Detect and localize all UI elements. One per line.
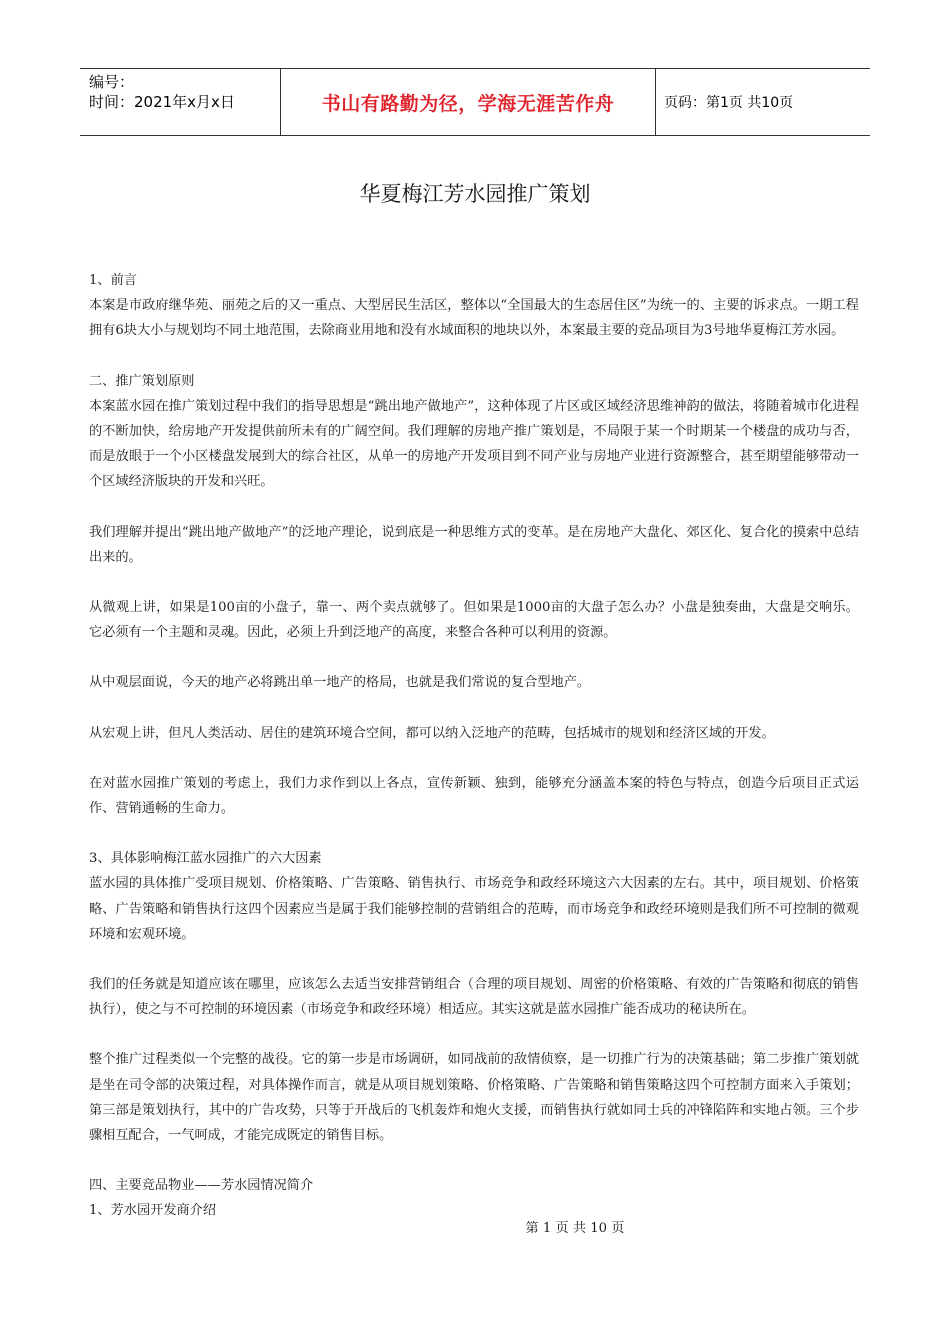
section-heading: 二、推广策划原则: [89, 373, 195, 389]
document-date: 时间：2021年x月x日: [89, 93, 235, 111]
section-heading: 四、主要竞品物业——芳水园情况简介: [89, 1178, 314, 1194]
page-footer: 第 1 页 共 10 页: [525, 1221, 625, 1236]
page-header: [80, 68, 870, 136]
subsection-heading: 1、芳水园开发商介绍: [89, 1203, 217, 1219]
paragraph: 我们理解并提出“跳出地产做地产”的泛地产理论，说到底是一种思维方式的变革。是在房地产大盘化、郊区化、复合化的摸索中总结出来的。: [89, 524, 859, 565]
section-heading: 1、前言: [89, 273, 137, 288]
header-meta: [80, 69, 281, 135]
header-page-info: 页码：第1页 共10页: [664, 95, 794, 111]
section-heading: 3、具体影响梅江蓝水园推广的六大因素: [89, 851, 322, 867]
paragraph: 从中观层面说，今天的地产必将跳出单一地产的格局，也就是我们常说的复合型地产。: [89, 675, 591, 691]
paragraph: 在对蓝水园推广策划的考虑上，我们力求作到以上各点，宣传新颖、独到，能够充分涵盖本案的特色与特点，创造今后项目正式运作、营销通畅的生命力。: [89, 775, 859, 817]
paragraph: 蓝水园的具体推广受项目规划、价格策略、广告策略、销售执行、市场竞争和政经环境这六大因素的左右。其中，项目规划、价格策略、广告策略和销售执行这四个因素应当是属于我们能够控制的营销组合的范畴，而市场竞争和政经环境则是我们所不可控制的微观环境和宏观环境。: [89, 876, 859, 942]
paragraph: 本案是市政府继华苑、丽苑之后的又一重点、大型居民生活区，整体以“全国最大的生态居住区”为统一的、主要的诉求点。一期工程拥有6块大小与规划均不同土地范围，去除商业用地和没有水域面积的地块以外，本案最主要的竞品项目为3号地华夏梅江芳水园。: [89, 298, 859, 339]
paragraph: 从微观上讲，如果是100亩的小盘子，靠一、两个卖点就够了。但如果是1000亩的大盘子怎么办？小盘是独奏曲，大盘是交响乐。它必须有一个主题和灵魂。因此，必须上升到泛地产的高度，来整合各种可以利用的资源。: [89, 600, 859, 641]
paragraph: 整个推广过程类似一个完整的战役。它的第一步是市场调研，如同战前的敌情侦察，是一切推广行为的决策基础；第二步推广策划就是坐在司令部的决策过程，对具体操作而言，就是从项目规划策略、价格策略、广告策略和销售策略这四个可控制方面来入手策划；第三部是策划执行，其中的广告攻势，只等于开战后的飞机轰炸和炮火支援，而销售执行就如同士兵的冲锋陷阵和实地占领。三个步骤相互配合，一气呵成，才能完成既定的销售目标。: [89, 1052, 859, 1144]
document-title: 华夏梅江芳水园推广策划: [359, 182, 591, 206]
paragraph: 我们的任务就是知道应该在哪里，应该怎么去适当安排营销组合（合理的项目规划、周密的价格策略、有效的广告策略和彻底的销售执行），使之与不可控制的环境因素（市场竞争和政经环境）相适应。其实这就是蓝水园推广能否成功的秘诀所在。: [89, 977, 859, 1018]
document-number: 编号：: [89, 73, 135, 91]
header-motto: 书山有路勤为径，学海无涯苦作舟: [281, 69, 656, 135]
paragraph: 从宏观上讲，但凡人类活动、居住的建筑环境合空间，都可以纳入泛地产的范畴，包括城市的规划和经济区域的开发。: [89, 725, 775, 741]
paragraph: 本案蓝水园在推广策划过程中我们的指导思想是“跳出地产做地产”，这种体现了片区或区域经济思维神韵的做法，将随着城市化进程的不断加快，给房地产开发提供前所未有的广阔空间。我们理解的房地产推广策划是，不局限于某一个时期某一个楼盘的成功与否，而是放眼于一个小区楼盘发展到大的综合社区，从单一的房地产开发项目到不同产业与房地产业进行资源整合，甚至期望能够带动一个区域经济版块的开发和兴旺。: [89, 398, 859, 490]
document-body: [89, 268, 859, 1224]
